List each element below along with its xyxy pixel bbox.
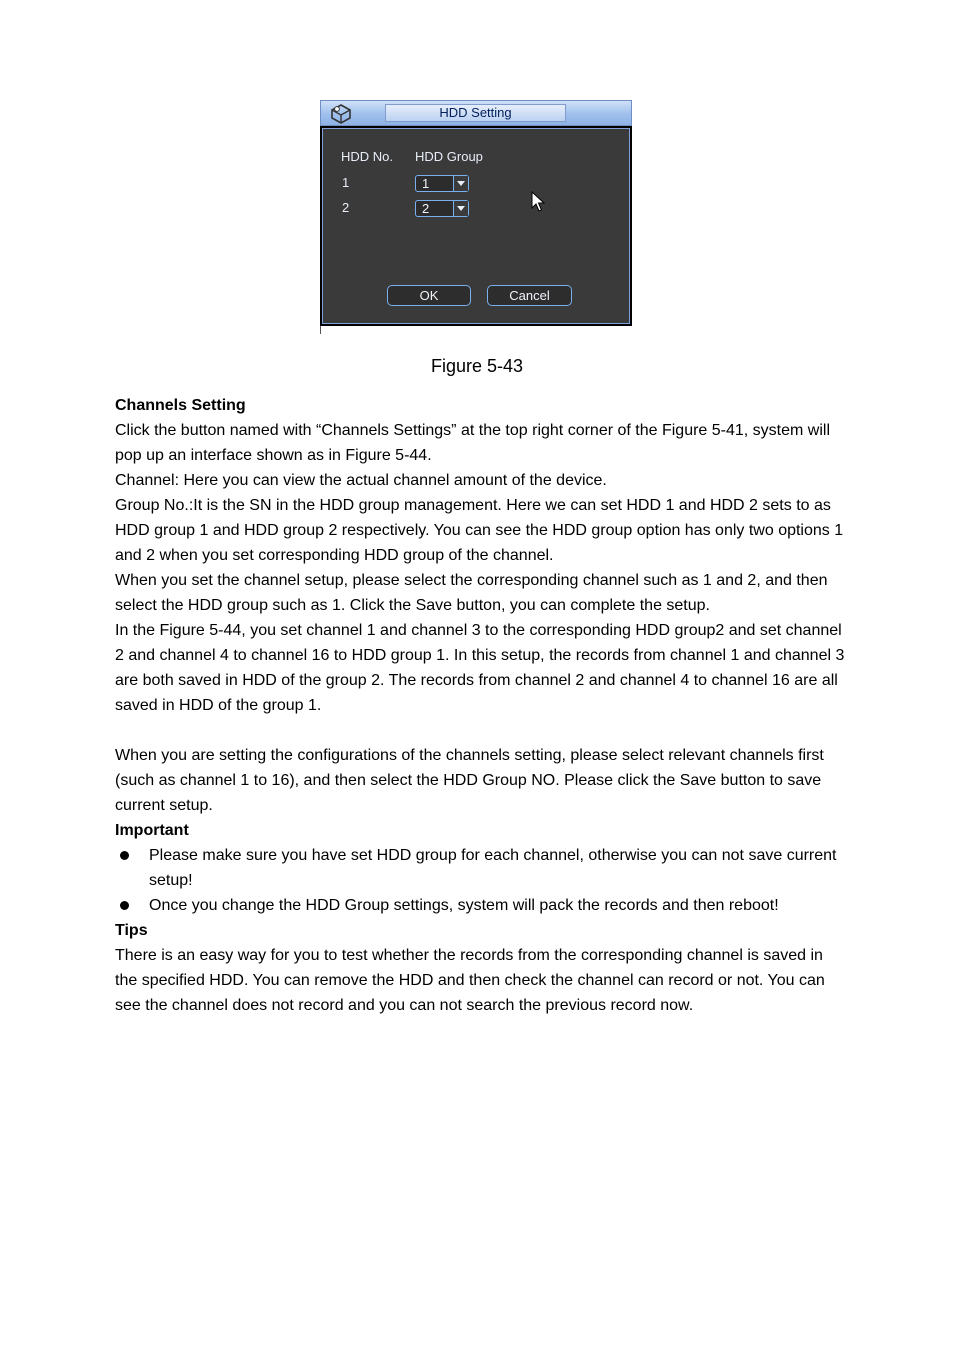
hdd-no-header: HDD No.	[341, 149, 394, 164]
hdd-group-header: HDD Group	[415, 149, 483, 164]
hdd-group-value-1: 1	[422, 176, 430, 191]
paragraph: When you are setting the configurations of the channels setting, please select relevant channels first (such as channel 1 to 16), and then select the HDD Group NO. Please click the Save button to save current setup.	[115, 747, 824, 814]
paragraph: When you set the channel setup, please select the corresponding channel such as 1 and 2, and then select the HDD group such as 1. Click the Save button, you can complete the setup.	[115, 572, 828, 614]
dropdown-arrow-icon	[453, 176, 468, 191]
cancel-button[interactable]: Cancel	[487, 285, 572, 306]
app-logo-icon	[329, 103, 353, 125]
figure-caption: Figure 5-43	[430, 356, 524, 376]
tips-heading: Tips	[115, 922, 148, 939]
bullet-dot-icon	[120, 901, 129, 910]
bullet-text: Once you change the HDD Group settings, system will pack the records and then reboot!	[149, 897, 779, 914]
hdd-group-select-1[interactable]	[415, 175, 469, 192]
hdd-no-2: 2	[342, 200, 350, 215]
bullet-dot-icon	[120, 851, 129, 860]
ok-button[interactable]: OK	[387, 285, 471, 306]
important-bullet	[115, 843, 845, 893]
hdd-setting-dialog	[320, 100, 632, 326]
tips-text: There is an easy way for you to test whether the records from the corresponding channel is saved in the specified HDD. You can remove the HDD and then check the channel can record or not. You can see the channel does not record and you can not search the previous record now.	[115, 947, 825, 1014]
dialog-title: HDD Setting	[385, 104, 566, 122]
dropdown-arrow-icon	[453, 201, 468, 216]
important-heading: Important	[115, 822, 189, 839]
paragraph: Channel: Here you can view the actual channel amount of the device.	[115, 472, 607, 489]
paragraph: In the Figure 5-44, you set channel 1 and channel 3 to the corresponding HDD group2 and set channel 2 and channel 4 to channel 16 to HDD group 1. In this setup, the records from channel 1 and channel 3 are both saved in HDD of the group 2. The records from channel 2 and channel 4 to channel 16 are all saved in HDD of the group 1.	[115, 622, 845, 714]
dialog-title-bar	[320, 100, 632, 126]
mouse-cursor-icon	[531, 191, 545, 216]
document-body	[115, 393, 845, 1018]
spacer	[115, 718, 845, 743]
hdd-no-1: 1	[342, 175, 350, 190]
paragraph: Click the button named with “Channels Settings” at the top right corner of the Figure 5-41, system will pop up an interface shown as in Figure 5-44.	[115, 422, 831, 464]
hdd-group-value-2: 2	[422, 201, 430, 216]
channels-setting-heading: Channels Setting	[115, 397, 246, 414]
hdd-group-select-2[interactable]	[415, 200, 469, 217]
bullet-text: Please make sure you have set HDD group for each channel, otherwise you can not save current setup!	[149, 847, 837, 889]
paragraph: Group No.:It is the SN in the HDD group management. Here we can set HDD 1 and HDD 2 sets to as HDD group 1 and HDD group 2 respectively. You can see the HDD group option has only two options 1 and 2 when you set corresponding HDD group of the channel.	[115, 497, 844, 564]
important-bullet	[115, 893, 845, 918]
dialog-body	[322, 128, 630, 324]
figure-edge-mark	[320, 326, 321, 334]
